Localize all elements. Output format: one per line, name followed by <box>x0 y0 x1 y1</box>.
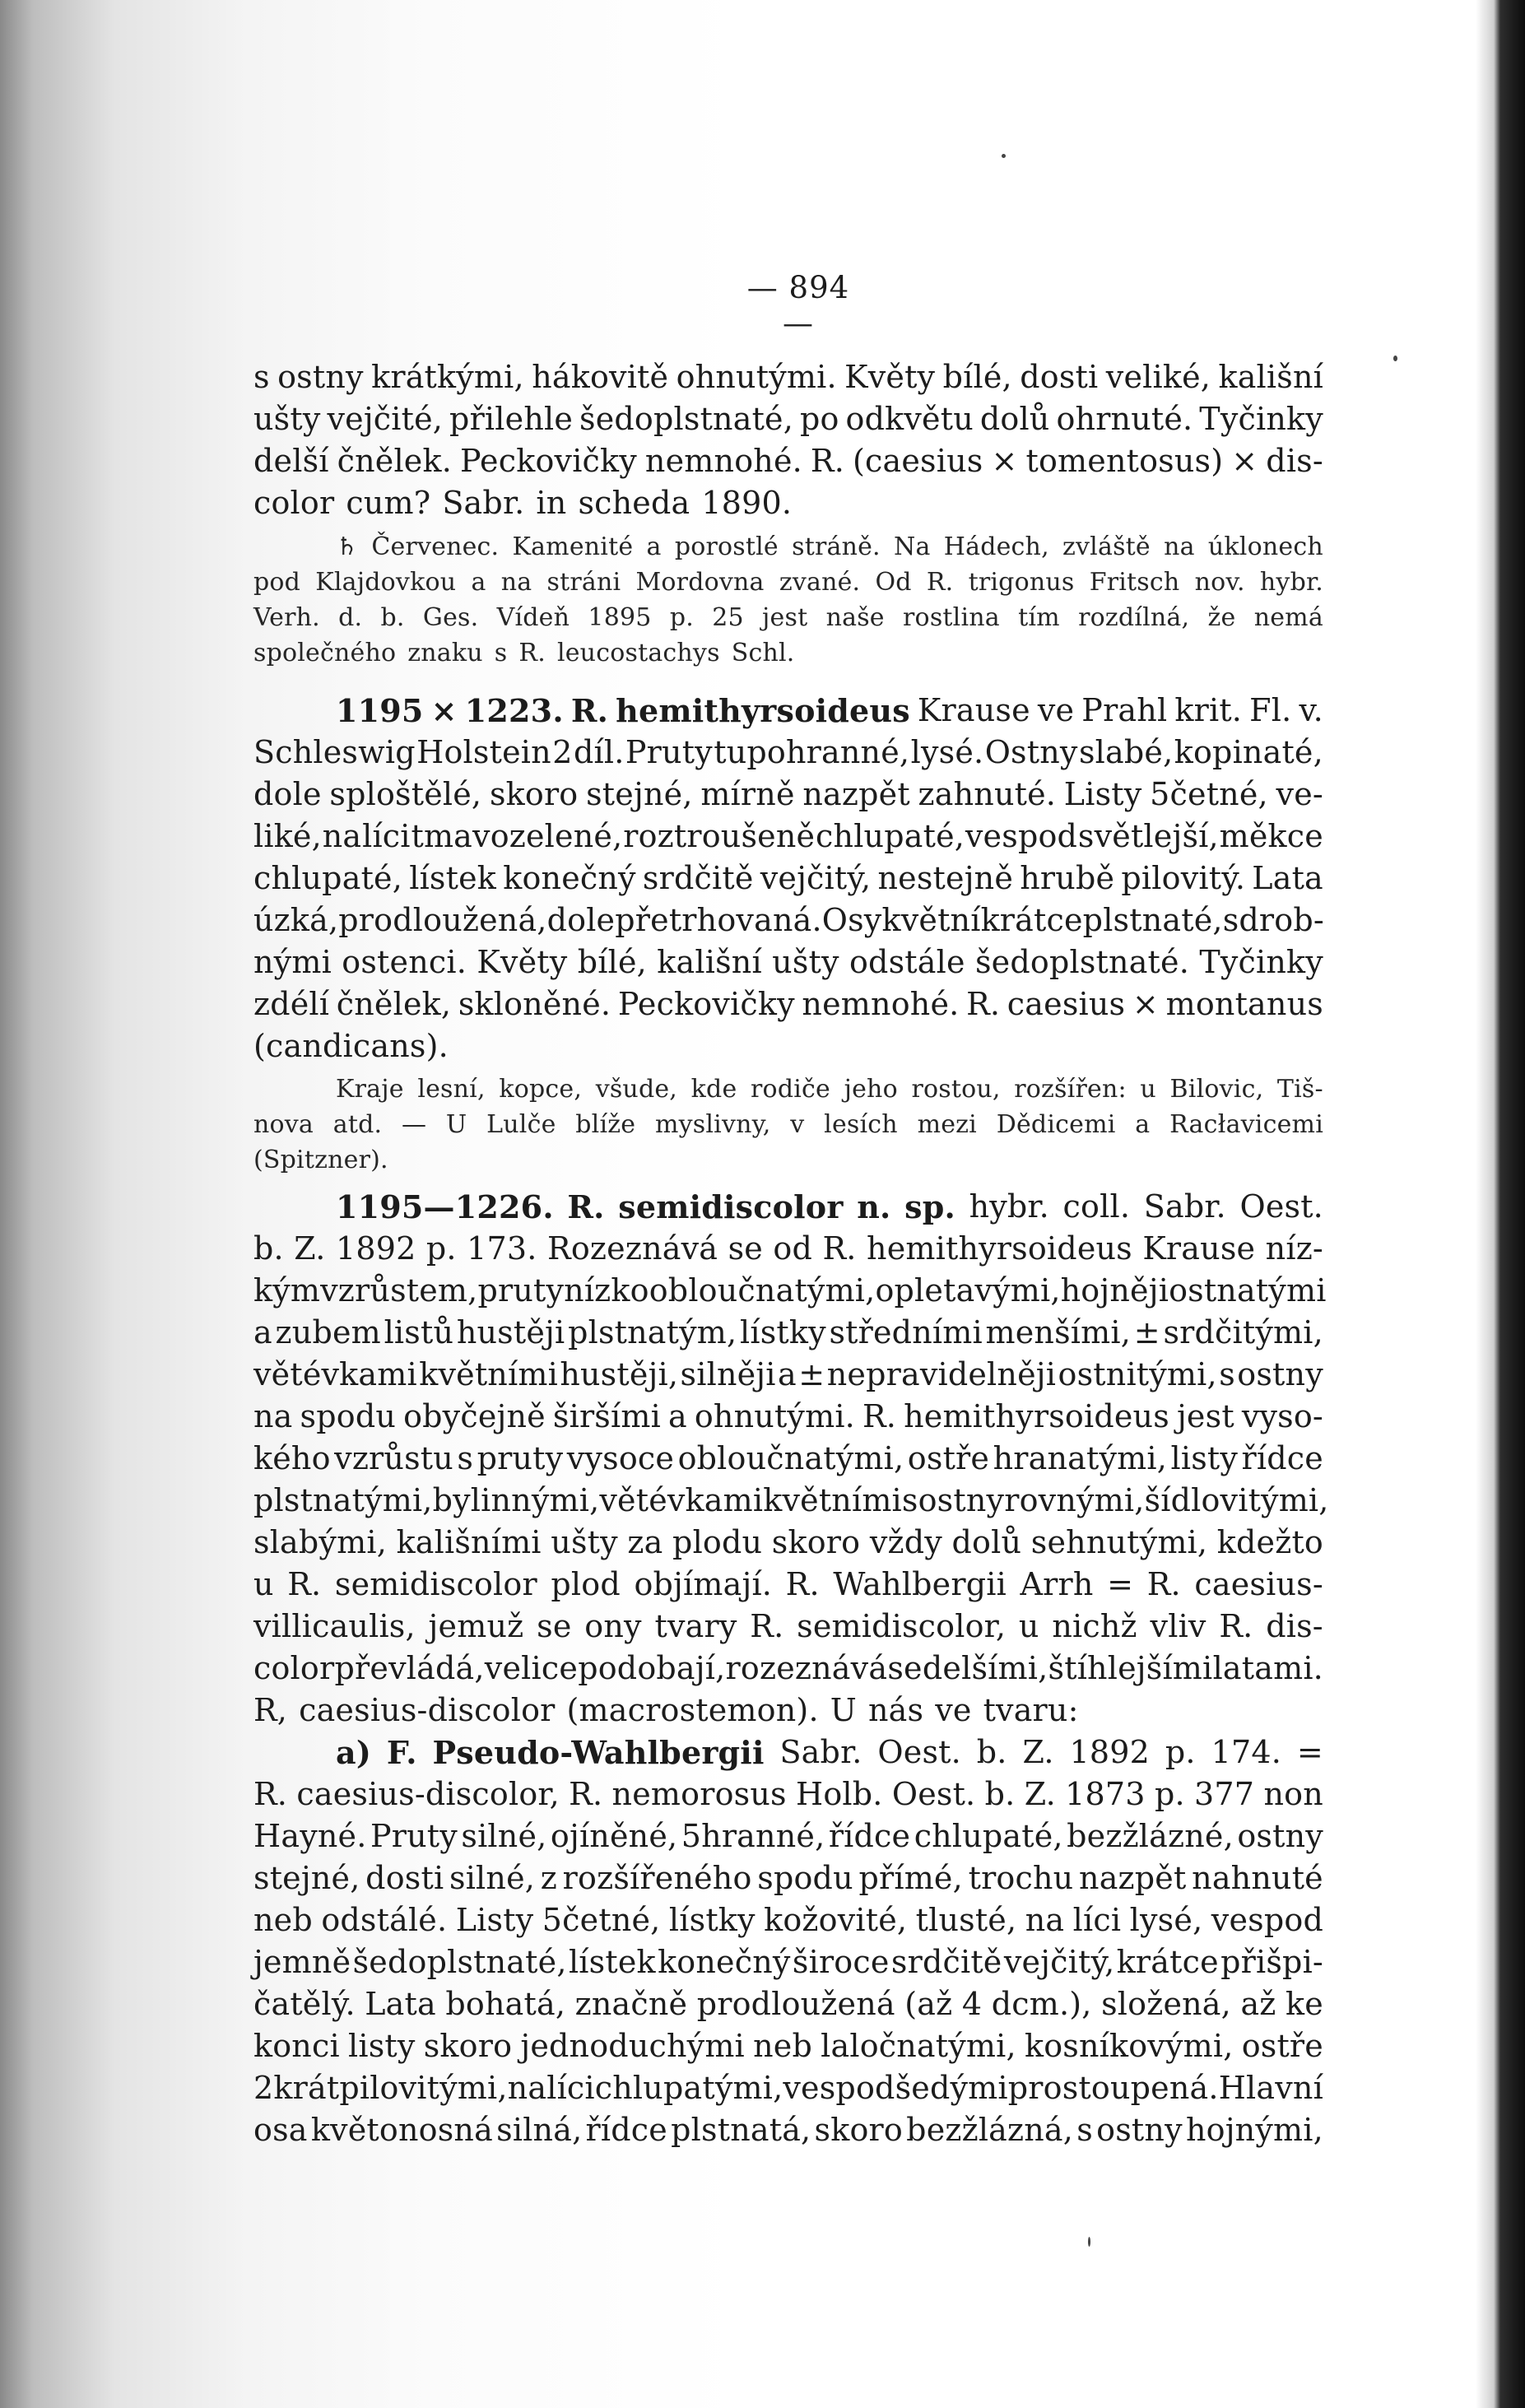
text-line: kého vzrůstu s pruty vysoce obloučnatými, ostře hranatými, listy řídce <box>253 1440 1323 1476</box>
text-line: úzká, prodloužená, dole přetrhovaná. Osy květní krátce plstnaté, s drob- <box>253 902 1324 938</box>
entry-heading-line: a) F. Pseudo-Wahlbergii Sabr. Oest. b. Z. 1892 p. 174. = <box>336 1734 1323 1771</box>
scan-right-edge <box>1476 0 1525 2408</box>
text-line: R, caesius-discolor (macrostemon). U nás ve tvaru: <box>253 1692 1079 1728</box>
print-speck <box>1002 154 1006 158</box>
entry-heading-line: 1195 × 1223. R. hemithyrsoideus Krause ve Prahl krit. Fl. v. <box>336 692 1323 729</box>
text-line: pod Klajdovkou a na stráni Mordovna zvané. Od R. trigonus Fritsch nov. hybr. <box>253 568 1323 597</box>
text-line: Verh. d. b. Ges. Vídeň 1895 p. 25 jest naše rostlina tím rozdílná, že nemá <box>253 603 1323 632</box>
text-line: stejné, dosti silné, z rozšířeného spodu přímé, trochu nazpět nahnuté <box>253 1860 1323 1896</box>
text-line: (candicans). <box>253 1028 449 1064</box>
text-line: na spodu obyčejně širšími a ohnutými. R. hemithyrsoideus jest vyso- <box>253 1398 1323 1434</box>
text-line: jemně šedoplstnaté, lístek konečný široce srdčitě vejčitý, krátce přišpi- <box>253 1944 1323 1980</box>
text-line: Hayné. Pruty silné, ojíněné, 5hranné, řídce chlupaté, bezžlázné, ostny <box>253 1818 1323 1854</box>
text-line: liké, na líci tmavozelené, roztroušeně chlupaté, vespod světlejší, měkce <box>253 818 1323 854</box>
text-line: ušty vejčité, přilehle šedoplstnaté, po odkvětu dolů ohrnuté. Tyčinky <box>253 401 1323 437</box>
text-line: a zubem listů hustěji plstnatým, lístky středními menšími, ± srdčitými, <box>253 1314 1323 1350</box>
text-line: zdélí čnělek, skloněné. Peckovičky nemnohé. R. caesius × montanus <box>253 986 1323 1022</box>
text-line: Kraje lesní, kopce, všude, kde rodiče jeho rostou, rozšířen: u Bilovic, Tiš- <box>336 1075 1323 1104</box>
text-line: 2krát pilovitými, na líci chlupatými, vespod šedými prostoupená. Hlavní <box>253 2070 1323 2106</box>
print-speck <box>1088 2237 1090 2247</box>
text-line: Schleswig Holstein 2 díl. Pruty tupohranné, lysé. Ostny slabé, kopinaté, <box>253 734 1323 770</box>
text-line: ♄ Červenec. Kamenité a porostlé stráně. Na Hádech, zvláště na úklonech <box>336 532 1323 561</box>
paragraph-1 <box>253 356 1323 524</box>
text-line: nova atd. — U Lulče blíže myslivny, v lesích mezi Dědicemi a Racłavicemi <box>253 1110 1323 1139</box>
text-line: čatělý. Lata bohatá, značně prodloužená (až 4 dcm.), složená, až ke <box>253 1986 1323 2022</box>
paragraph-5-entry <box>253 1186 1329 1732</box>
text-line: společného znaku s R. leucostachys Schl. <box>253 639 795 667</box>
text-line: větévkami květními hustěji, silněji a ± nepravidelněji ostnitými, s ostny <box>253 1356 1323 1392</box>
paragraph-4-note <box>253 1072 1323 1178</box>
text-line: R. caesius-discolor, R. nemorosus Holb. Oest. b. Z. 1873 p. 377 non <box>253 1776 1323 1812</box>
text-line: delší čnělek. Peckovičky nemnohé. R. (caesius × tomentosus) × dis- <box>253 443 1323 479</box>
text-line: osa květonosná silná, řídce plstnatá, skoro bezžlázná, s ostny hojnými, <box>253 2112 1323 2148</box>
text-line: (Spitzner). <box>253 1146 388 1174</box>
text-line: nými ostenci. Květy bílé, kališní ušty odstále šedoplstnaté. Tyčinky <box>253 944 1323 980</box>
text-line: kým vzrůstem, pruty nízko obloučnatými, opletavými, hojněji ostnatými <box>253 1272 1327 1309</box>
text-line: chlupaté, lístek konečný srdčitě vejčitý, nestejně hrubě pilovitý. Lata <box>253 860 1323 896</box>
text-line: b. Z. 1892 p. 173. Rozeznává se od R. hemithyrsoideus Krause níz- <box>253 1230 1323 1267</box>
text-line: plstnatými, bylinnými, větévkami květními s ostny rovnými, šídlovitými, <box>253 1482 1329 1518</box>
text-line: s ostny krátkými, hákovitě ohnutými. Květy bílé, dosti veliké, kališní <box>253 359 1323 395</box>
paragraph-6-entry <box>253 1732 1323 2151</box>
paragraph-2-note <box>253 529 1323 671</box>
text-line: dole sploštělé, skoro stejné, mírně nazpět zahnuté. Listy 5četné, ve- <box>253 776 1323 812</box>
text-line: color cum? Sabr. in scheda 1890. <box>253 485 793 521</box>
text-line: slabými, kališními ušty za plodu skoro vždy dolů sehnutými, kdežto <box>253 1524 1323 1560</box>
text-line: color převládá, velice podobají, rozeznává se delšími, štíhlejšími latami. <box>253 1650 1323 1686</box>
paragraph-3-entry <box>253 690 1323 1067</box>
entry-heading-line: 1195—1226. R. semidiscolor n. sp. hybr. coll. Sabr. Oest. <box>336 1188 1323 1225</box>
text-line: konci listy skoro jednoduchými neb laločnatými, kosníkovými, ostře <box>253 2028 1323 2064</box>
text-line: neb odstálé. Listy 5četné, lístky kožovité, tlusté, na líci lysé, vespod <box>253 1902 1323 1938</box>
page-number: — 894 — <box>746 270 850 341</box>
text-line: villicaulis, jemuž se ony tvary R. semidiscolor, u nichž vliv R. dis- <box>253 1608 1323 1644</box>
print-speck <box>1393 356 1397 361</box>
text-line: u R. semidiscolor plod objímají. R. Wahlbergii Arrh = R. caesius- <box>253 1566 1323 1602</box>
